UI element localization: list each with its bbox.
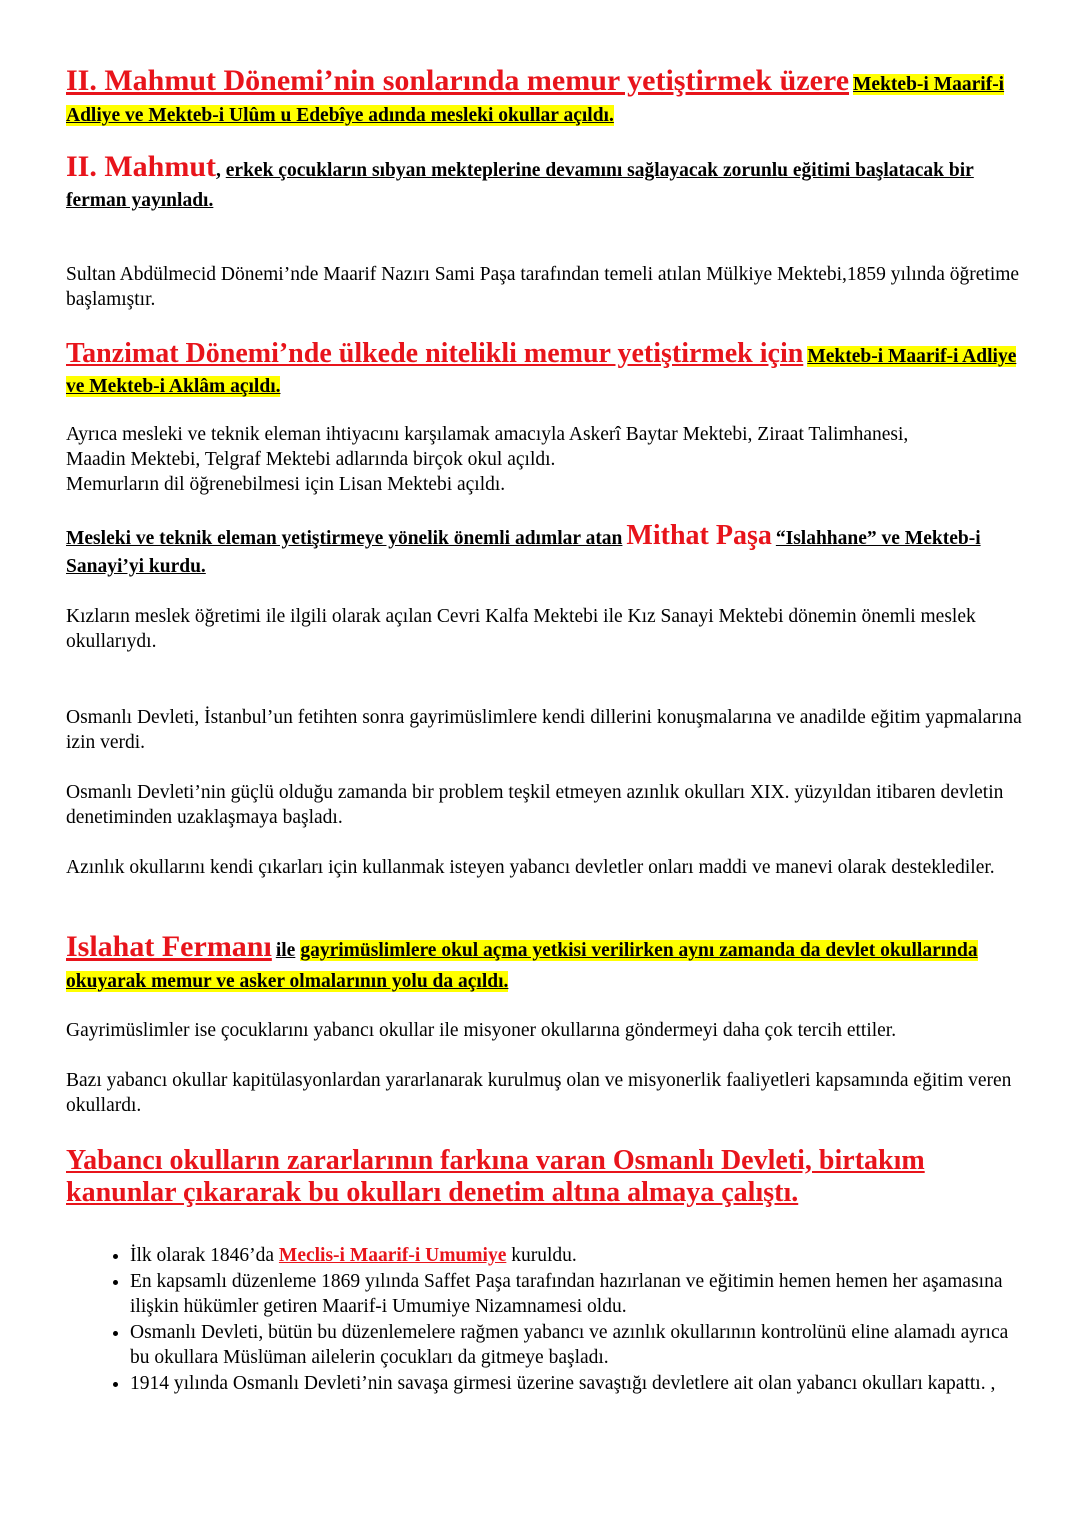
text: kuruldu. bbox=[506, 1245, 577, 1266]
list-item: • En kapsamlı düzenleme 1869 yılında Saffet Paşa tarafından hazırlanan ve eğitimin hemen hemen her aşamasına ilişkin hükümler getiren Maarif-i Umumiye Nizamnamesi oldu. bbox=[130, 1269, 1026, 1320]
red-heading-foreign-schools: Yabancı okulların zararlarının farkına varan Osmanlı Devleti, birtakım kanunlar çıkararak bu okulları denetim altına almaya çalıştı. bbox=[66, 1145, 925, 1208]
highlighted-text: gayrimüslimlere okul açma yetkisi verilirken aynı zamanda da devlet okullarında okuyarak memur ve asker olmalarının yolu da açıldı. bbox=[66, 940, 978, 992]
paragraph-missionary: Gayrimüslimler ise çocuklarını yabancı okullar ile misyoner okullarına göndermeyi daha çok tercih ettiler. bbox=[66, 1020, 897, 1041]
paragraph-capitulations: Bazı yabancı okullar kapitülasyonlardan yararlanarak kurulmuş olan ve misyonerlik faaliyetleri kapsamında eğitim veren okullardı. bbox=[66, 1070, 1012, 1116]
paragraph-technical-schools bbox=[66, 422, 1026, 497]
highlighted-text: Mekteb-i Maarif-i Adliye ve Mekteb-i Aklâm açıldı. bbox=[66, 346, 1017, 397]
paragraph-minority-schools: Osmanlı Devleti’nin güçlü olduğu zamanda bir problem teşkil etmeyen azınlık okulları XIX. yüzyıldan itibaren devletin denetiminden uzaklaşmaya başladı. bbox=[66, 782, 1004, 828]
underlined-text: Mesleki ve teknik eleman yetiştirmeye yönelik önemli adımlar atan bbox=[66, 528, 623, 549]
highlighted-text: Mekteb-i Maarif-i Adliye ve Mekteb-i Ulûm u Edebîye adında mesleki okullar açıldı. bbox=[66, 74, 1005, 126]
paragraph-mahmut-ferman bbox=[66, 152, 1026, 216]
paragraph-girls-schools: Kızların meslek öğretimi ile ilgili olarak açılan Cevri Kalfa Mektebi ile Kız Sanayi Mektebi dönemin önemli meslek okullarıydı. bbox=[66, 606, 976, 652]
underlined-text: “Islahhane” ve Mekteb-i Sanayi’yi kurdu. bbox=[66, 528, 981, 577]
list-item bbox=[130, 1243, 1026, 1269]
paragraph-mithat-pasa bbox=[66, 522, 1026, 581]
red-text: Meclis-i Maarif-i Umumiye bbox=[278, 1245, 507, 1266]
paragraph-tanzimat bbox=[66, 339, 1026, 402]
paragraph-mahmut-schools bbox=[66, 66, 1026, 132]
text: İlk olarak 1846’da bbox=[130, 1245, 279, 1266]
text-line: Maadin Mektebi, Telgraf Mektebi adlarında birçok okul açıldı. bbox=[66, 449, 556, 470]
red-heading: II. Mahmut bbox=[66, 150, 217, 183]
paragraph-mulkiye: Sultan Abdülmecid Dönemi’nde Maarif Nazırı Sami Paşa tarafından temeli atılan Mülkiye Mektebi,1859 yılında öğretime başlamıştır. bbox=[66, 264, 1020, 310]
regulations-list bbox=[66, 1243, 1026, 1396]
text-line: Memurların dil öğrenebilmesi için Lisan Mektebi açıldı. bbox=[66, 474, 506, 495]
text-line: Ayrıca mesleki ve teknik eleman ihtiyacını karşılamak amacıyla Askerî Baytar Mektebi, Ziraat Talimhanesi, bbox=[66, 424, 909, 445]
list-item: • Osmanlı Devleti, bütün bu düzenlemelere rağmen yabancı ve azınlık okullarının kontrolünü eline alamadı ayrıca bu okullara Müslüman ailelerin çocukları da gitmeye başladı. bbox=[130, 1320, 1026, 1371]
red-name: Mithat Paşa bbox=[626, 520, 772, 551]
underlined-text: erkek çocukların sıbyan mekteplerine devamını sağlayacak zorunlu eğitimi başlatacak bir ferman yayınladı. bbox=[66, 160, 974, 211]
paragraph-foreign-support: Azınlık okullarını kendi çıkarları için kullanmak isteyen yabancı devletler onları maddi ve manevi olarak desteklediler. bbox=[66, 857, 995, 878]
red-heading: Islahat Fermanı bbox=[66, 930, 272, 963]
list-item: • 1914 yılında Osmanlı Devleti’nin savaşa girmesi üzerine savaştığı devletlere ait olan yabancı okulları kapattı. , bbox=[130, 1371, 1026, 1397]
paragraph-islahat bbox=[66, 932, 1026, 998]
underlined-text: ile bbox=[275, 940, 296, 961]
red-heading: Tanzimat Dönemi’nde ülkede nitelikli memur yetiştirmek için bbox=[66, 338, 804, 369]
red-heading: II. Mahmut Dönemi’nin sonlarında memur yetiştirmek üzere bbox=[66, 64, 850, 97]
comma: , bbox=[216, 160, 226, 181]
paragraph-non-muslims: Osmanlı Devleti, İstanbul’un fetihten sonra gayrimüslimlere kendi dillerini konuşmalarına ve anadilde eğitim yapmalarına izin verdi. bbox=[66, 707, 1022, 753]
